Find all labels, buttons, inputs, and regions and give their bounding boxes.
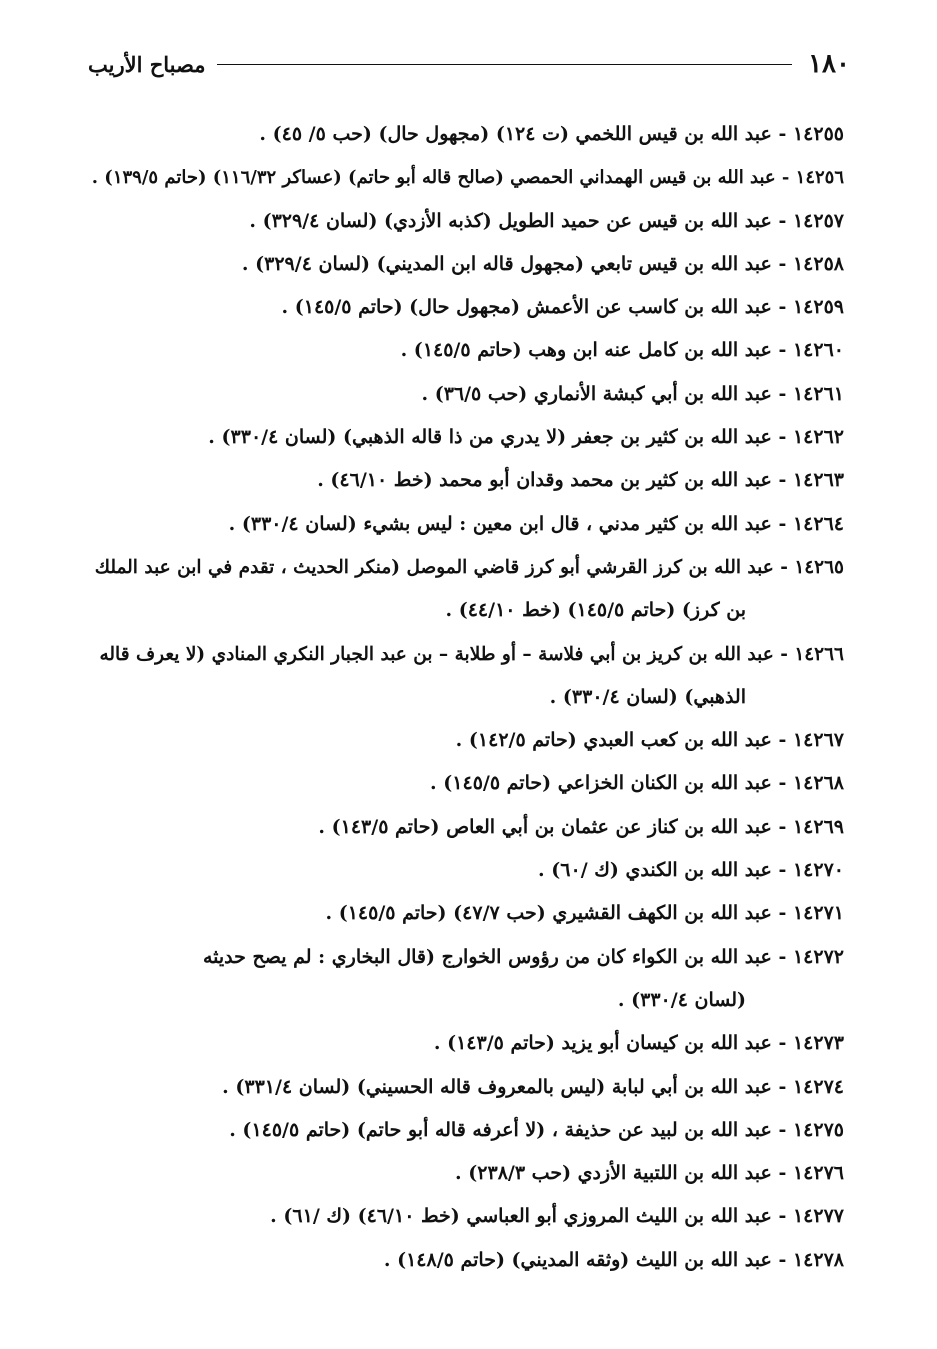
entry-text (84, 1195, 844, 1238)
entry-line-text: عبد الله بن كرز القرشي أبو كرز قاضي الموصل (منكر الحديث ، تقدم في ابن عبد الملك (94, 556, 774, 578)
entry-number: ١٤٢٥٥ (792, 123, 844, 145)
entry-dash: - (771, 1118, 793, 1141)
entry-text (84, 329, 844, 372)
list-item (84, 373, 844, 416)
entry-line-text: عبد الله بن قيس الهمداني الحمصي (صالح قاله أبو حاتم) (عساكر ١١٦/٣٢) (حاتم ١٣٩/٥) . (91, 167, 776, 189)
entry-continuation (84, 979, 844, 1022)
entry-line-text: عبد الله بن كثير بن محمد وقدان أبو محمد (خط ٤٦/١٠) . (317, 469, 772, 492)
list-item (84, 1152, 844, 1195)
list-item (84, 1109, 844, 1152)
entry-dash: - (771, 1205, 793, 1228)
entry-line-text: عبد الله بن أبي لبابة (ليس بالمعروف قاله الحسيني) (لسان ٣٣١/٤) . (222, 1075, 772, 1098)
list-item (84, 286, 844, 329)
entry-number: ١٤٢٥٦ (795, 167, 844, 189)
entry-number: ١٤٢٧٤ (792, 1075, 844, 1098)
entry-line-text: عبد الله بن الكندي (ك /٦٠) . (538, 859, 772, 882)
list-item (84, 113, 844, 156)
entry-number: ١٤٢٥٩ (792, 296, 844, 319)
entry-number: ١٤٢٧٦ (792, 1162, 844, 1185)
entry-line-text: الذهبي) (لسان ٣٣٠/٤) . (549, 685, 746, 708)
entry-text (84, 1066, 844, 1109)
entry-text (84, 416, 844, 459)
entry-line-text: عبد الله بن قيس اللخمي (ت ١٢٤) (مجهول حال) (حب ٥/ ٤٥) . (259, 123, 772, 145)
entry-line-text: عبد الله بن كيسان أبو يزيد (حاتم ١٤٣/٥) . (433, 1032, 772, 1055)
entry-number: ١٤٢٧٨ (792, 1248, 844, 1271)
entry-number: ١٤٢٦٠ (792, 339, 844, 362)
entry-text (84, 243, 844, 286)
entry-number: ١٤٢٧٧ (792, 1205, 844, 1228)
entry-dash: - (775, 167, 796, 189)
page-header (88, 44, 850, 84)
entry-dash: - (771, 469, 793, 492)
entry-text (84, 806, 844, 849)
entry-number: ١٤٢٧١ (792, 902, 844, 925)
header-rule (217, 64, 792, 65)
list-item (84, 416, 844, 459)
entry-line-text: عبد الله بن كثير مدني ، قال ابن معين : ليس بشيء (لسان ٣٣٠/٤) . (228, 512, 772, 535)
entry-dash: - (771, 1162, 793, 1185)
list-item (84, 806, 844, 849)
entry-number: ١٤٢٦٨ (792, 772, 844, 795)
entry-line-text: عبد الله بن الكواء كان من رؤوس الخوارج (قال البخاري : لم يصح حديثه (202, 945, 772, 968)
entry-dash: - (773, 643, 795, 665)
entry-line-text: عبد الله بن كثير بن جعفر (لا يدري من ذا قاله الذهبي) (لسان ٣٣٠/٤) . (208, 426, 772, 449)
entry-text (84, 546, 844, 589)
entry-number: ١٤٢٦٣ (792, 469, 844, 492)
list-item (84, 1195, 844, 1238)
entry-line-text: عبد الله بن أبي كبشة الأنماري (حب ٣٦/٥) . (421, 382, 772, 405)
entry-dash: - (771, 815, 793, 838)
entry-dash: - (771, 859, 793, 882)
entry-text (84, 156, 844, 199)
list-item (84, 719, 844, 762)
entry-dash: - (771, 339, 793, 362)
entry-line-text: عبد الله بن كامل عنه ابن وهب (حاتم ١٤٥/٥) . (400, 339, 772, 362)
list-item (84, 200, 844, 243)
list-item (84, 936, 844, 1023)
entry-text (84, 633, 844, 676)
entry-line-text: عبد الله بن كعب العبدي (حاتم ١٤٢/٥) . (455, 729, 772, 752)
list-item (84, 243, 844, 286)
entry-number: ١٤٢٦٦ (794, 643, 844, 665)
entry-continuation (84, 589, 844, 632)
entry-dash: - (771, 426, 793, 449)
entry-dash: - (771, 772, 793, 795)
entry-number: ١٤٢٦١ (792, 382, 844, 405)
entry-dash: - (773, 556, 795, 578)
list-item (84, 329, 844, 372)
entry-number: ١٤٢٧٥ (792, 1118, 844, 1141)
entry-text (84, 719, 844, 762)
entry-dash: - (771, 209, 793, 232)
entry-text (84, 459, 844, 502)
entry-number: ١٤٢٦٤ (792, 512, 844, 535)
entry-number: ١٤٢٥٧ (792, 209, 844, 232)
list-item (84, 156, 844, 199)
entry-line-text: عبد الله بن الكنان الخزاعي (حاتم ١٤٥/٥) . (430, 772, 772, 795)
entry-line-text: عبد الله بن كناز عن عثمان بن أبي العاص (حاتم ١٤٣/٥) . (318, 815, 772, 838)
entry-line-text: عبد الله بن الكهف القشيري (حب ٤٧/٧) (حاتم ١٤٥/٥) . (325, 902, 772, 925)
entry-text (84, 1022, 844, 1065)
entry-continuation (84, 676, 844, 719)
entry-number: ١٤٢٦٢ (792, 426, 844, 449)
book-title: مصباح الأريب (88, 51, 206, 77)
list-item (84, 849, 844, 892)
entry-text (84, 762, 844, 805)
entry-dash: - (771, 729, 793, 752)
list-item (84, 503, 844, 546)
entry-dash: - (771, 252, 793, 275)
list-item (84, 1022, 844, 1065)
entry-dash: - (771, 902, 793, 925)
entry-text (84, 200, 844, 243)
entry-dash: - (771, 296, 793, 319)
list-item (84, 633, 844, 720)
entry-text (84, 1239, 844, 1282)
entry-line-text: عبد الله بن الليث المروزي أبو العباسي (خط ٤٦/١٠) (ك /٦١) . (270, 1205, 772, 1228)
entry-line-text: عبد الله بن كريز بن أبي فلاسة – أو طلابة – بن عبد الجبار النكري المنادي (لا يعرف قاله (99, 643, 774, 665)
entry-dash: - (771, 1032, 793, 1055)
entry-text (84, 113, 844, 156)
entry-dash: - (771, 512, 793, 535)
entry-list (84, 113, 844, 1282)
list-item (84, 1066, 844, 1109)
list-item (84, 546, 844, 633)
entry-number: ١٤٢٧٢ (792, 945, 844, 968)
entry-text (84, 373, 844, 416)
entry-dash: - (771, 123, 793, 145)
list-item (84, 762, 844, 805)
entry-text (84, 286, 844, 329)
entry-dash: - (771, 945, 793, 968)
entry-text (84, 1152, 844, 1195)
entry-number: ١٤٢٦٥ (794, 556, 844, 578)
entry-line-text: بن كرز) (حاتم ١٤٥/٥) (خط ٤٤/١٠) . (445, 599, 746, 622)
entry-number: ١٤٢٧٠ (792, 859, 844, 882)
list-item (84, 1239, 844, 1282)
list-item (84, 459, 844, 502)
entry-number: ١٤٢٦٩ (792, 815, 844, 838)
entry-dash: - (771, 1248, 793, 1271)
entry-line-text: عبد الله بن الليث (وثقه المديني) (حاتم ١٤٨/٥) . (383, 1248, 772, 1271)
entry-text (84, 503, 844, 546)
list-item (84, 892, 844, 935)
entry-number: ١٤٢٧٣ (792, 1032, 844, 1055)
entry-text (84, 849, 844, 892)
entry-line-text: (لسان ٣٣٠/٤) . (617, 988, 746, 1011)
entry-text (84, 1109, 844, 1152)
entry-dash: - (771, 382, 793, 405)
entry-line-text: عبد الله بن قيس عن حميد الطويل (كذبه الأزدي) (لسان ٣٢٩/٤) . (249, 209, 772, 232)
entry-text (84, 936, 844, 979)
entry-line-text: عبد الله بن اللتبية الأزدي (حب ٢٣٨/٣) . (455, 1162, 772, 1185)
entry-line-text: عبد الله بن لبيد عن حذيفة ، (لا أعرفه قاله أبو حاتم) (حاتم ١٤٥/٥) . (229, 1118, 772, 1141)
entry-line-text: عبد الله بن كاسب عن الأعمش (مجهول حال) (حاتم ١٤٥/٥) . (281, 296, 772, 319)
entry-number: ١٤٢٥٨ (792, 252, 844, 275)
page-number: ١٨٠ (808, 49, 850, 79)
entry-text (84, 892, 844, 935)
entry-line-text: عبد الله بن قيس تابعي (مجهول قاله ابن المديني) (لسان ٣٢٩/٤) . (241, 252, 772, 275)
entry-number: ١٤٢٦٧ (792, 729, 844, 752)
entry-dash: - (771, 1075, 793, 1098)
